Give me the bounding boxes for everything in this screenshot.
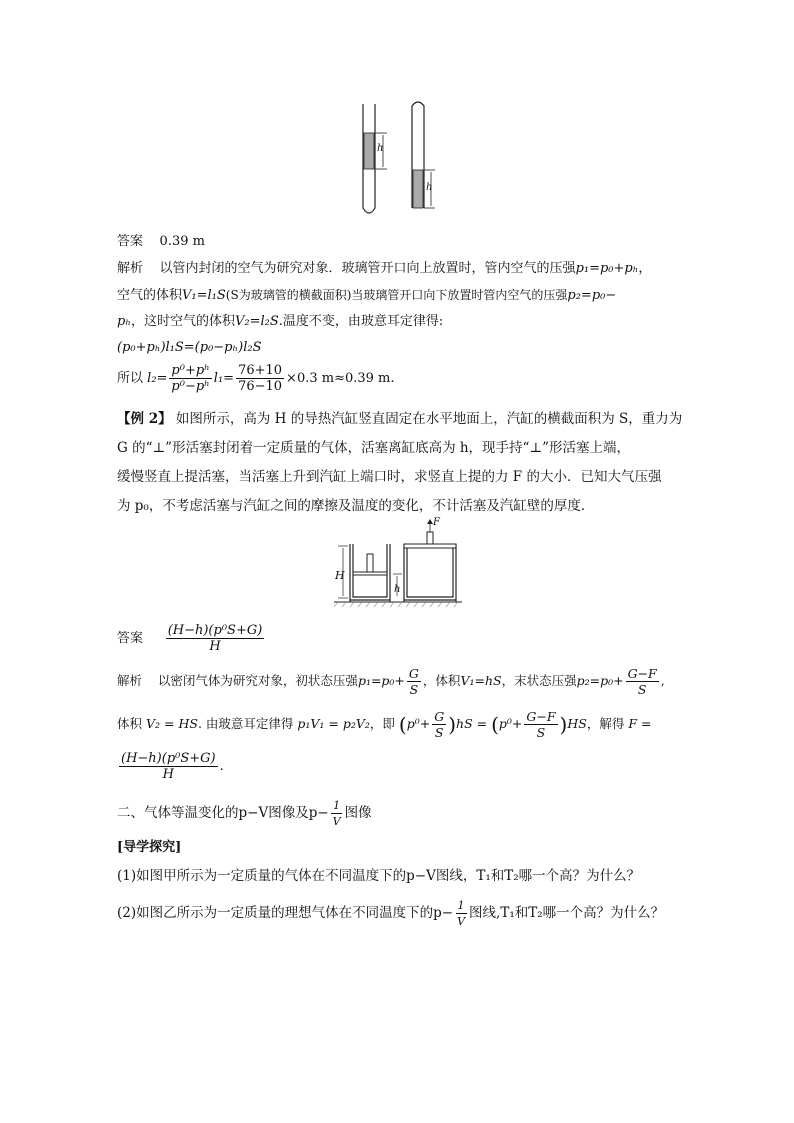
fig2-label-F: F bbox=[433, 517, 440, 528]
analysis-1-line-1: 解析 以管内封闭的空气为研究对象．玻璃管开口向上放置时，管内空气的压强p₁=p₀+pₕ， bbox=[117, 261, 652, 276]
answer-1: 答案 0.39 m bbox=[117, 234, 205, 249]
section-2-title: 二、气体等温变化的p−V图像及p− $\frac{1}{V}$ 图像 bbox=[117, 799, 372, 828]
fig1-label-h-1: h bbox=[377, 143, 384, 154]
analysis-2-line-3: $\frac{\text{(H−h)(p⁰S+G)}}{H}$ . bbox=[121, 751, 224, 782]
fraction: $\frac{1}{V}$ bbox=[457, 899, 466, 928]
tube-figure bbox=[355, 100, 445, 220]
cylinder-figure bbox=[328, 518, 468, 610]
example-2-line-2: G 的“⊥”形活塞封闭着一定质量的气体，活塞离缸底高为 h，现手持“⊥”形活塞上端， bbox=[117, 440, 631, 456]
fig2-label-h: h bbox=[394, 584, 401, 595]
fraction: $\frac{1}{V}$ bbox=[332, 799, 341, 828]
analysis-2-line-2: 体积 V₂ = HS. 由玻意耳定律得 p₁V₁ = p₂V₂，即 (p⁰+ $\frac{G}{S}$ )hS = (p⁰+ $\frac{G-F}{S}$ )HS，解得 F = bbox=[117, 709, 652, 740]
fraction: $\frac{G-F}{S}$ bbox=[627, 666, 657, 697]
fraction: $\frac{G}{S}$ bbox=[434, 709, 445, 740]
analysis-2-line-1: 解析 以密闭气体为研究对象，初状态压强p₁=p₀+ $\frac{G}{S}$ ，体积V₁=hS，末状态压强p₂=p₀+ $\frac{G-F}{S}$ , bbox=[117, 666, 665, 697]
fig1-label-h-2: h bbox=[426, 182, 433, 193]
analysis-1-line-5: 所以 l₂= $\frac{\text{p⁰+pʰ}}{\text{p⁰−pʰ}}$ l₁= $\frac{76+10}{76-10}$ ×0.3 m≈0.39 m. bbox=[117, 363, 395, 394]
answer-2: 答案 $\frac{\text{(H−h)(p⁰S+G)}}{H}$ bbox=[117, 623, 263, 654]
fraction: $\frac{\text{(H−h)(p⁰S+G)}}{H}$ bbox=[121, 751, 216, 782]
analysis-1-line-3: pₕ，这时空气的体积V₂=l₂S.温度不变，由玻意耳定律得: bbox=[117, 314, 444, 329]
fraction: $\frac{G}{S}$ bbox=[408, 666, 419, 697]
fraction: $\frac{76+10}{76-10}$ bbox=[238, 363, 283, 394]
question-1: (1)如图甲所示为一定质量的气体在不同温度下的p−V图线，T₁和T₂哪一个高？为什么？ bbox=[117, 868, 641, 884]
example-2-line-1: 【例 2】 如图所示，高为 H 的导热汽缸竖直固定在水平地面上，汽缸的横截面积为 S，重力为 bbox=[117, 411, 683, 427]
question-2: (2)如图乙所示为一定质量的理想气体在不同温度下的p− $\frac{1}{V}$ 图线,T₁和T₂哪一个高？为什么？ bbox=[117, 899, 665, 928]
answer-2-fraction: $\frac{\text{(H−h)(p⁰S+G)}}{H}$ bbox=[167, 623, 263, 654]
guide-heading: [导学探究] bbox=[117, 840, 182, 855]
fraction: $\frac{\text{p⁰+pʰ}}{\text{p⁰−pʰ}}$ bbox=[171, 363, 210, 394]
fraction: $\frac{G-F}{S}$ bbox=[526, 709, 556, 740]
example-2-line-3: 缓慢竖直上提活塞，当活塞上升到汽缸上端口时，求竖直上提的力 F 的大小．已知大气压强 bbox=[117, 469, 662, 485]
analysis-1-line-4: (p₀+pₕ)l₁S=(p₀−pₕ)l₂S bbox=[117, 340, 262, 355]
fig2-label-H: H bbox=[335, 569, 345, 582]
example-2-line-4: 为 p₀，不考虑活塞与汽缸之间的摩擦及温度的变化，不计活塞及汽缸壁的厚度． bbox=[117, 498, 595, 514]
analysis-1-line-2: 空气的体积V₁=l₁S(S为玻璃管的横截面积)当玻璃管开口向下放置时管内空气的压强p₂=p₀− bbox=[117, 288, 617, 303]
